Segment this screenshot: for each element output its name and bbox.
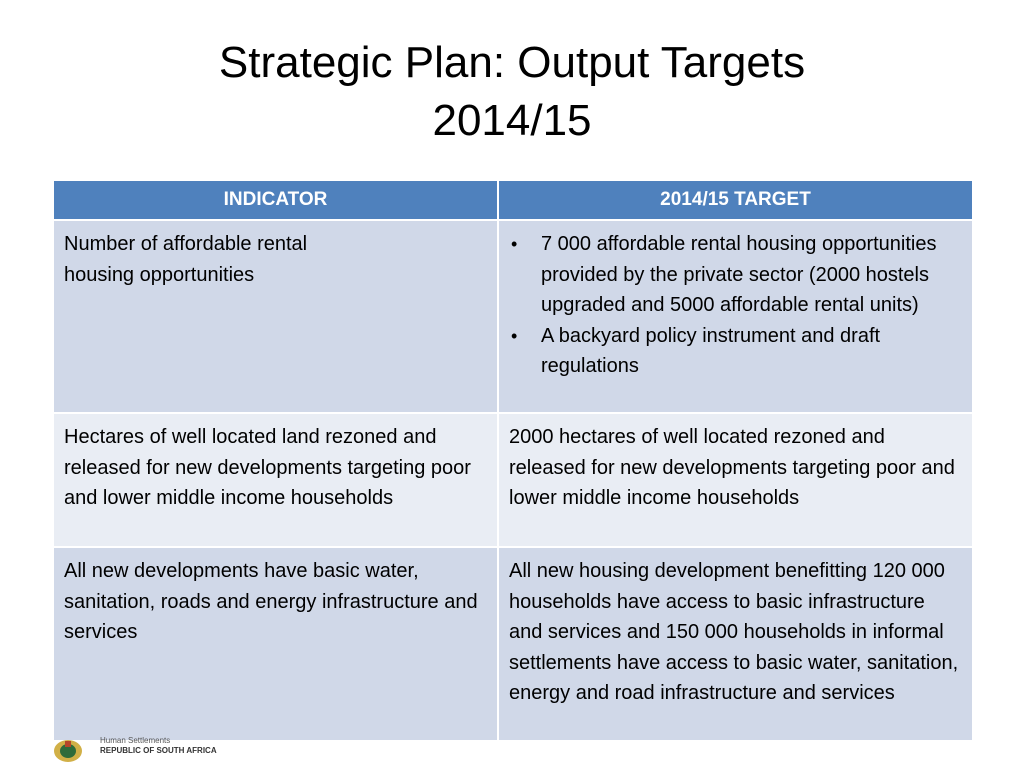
indicator-text: Number of affordable rental housing opportunities (64, 233, 308, 286)
target-bullet-item (509, 321, 962, 382)
table-row (53, 547, 973, 741)
target-cell (498, 220, 973, 413)
department-name: Human Settlements (100, 736, 171, 745)
slide-title-line-2: 2014/15 (432, 96, 592, 145)
target-cell: 2000 hectares of well located rezoned and released for new developments targeting poor and lower middle income households (498, 413, 973, 547)
target-bullet-list (509, 229, 962, 382)
department-logo (50, 736, 230, 764)
table-row (53, 220, 973, 413)
slide-title-line-1: Strategic Plan: Output Targets (218, 38, 806, 87)
header-target: 2014/15 TARGET (498, 180, 973, 220)
indicator-cell: Hectares of well located land rezoned and released for new developments targeting poor and lower middle income households (53, 413, 498, 547)
table-row (53, 413, 973, 547)
slide-title (0, 34, 1024, 150)
coat-of-arms-icon (50, 736, 86, 764)
target-bullet-text: 7 000 affordable rental housing opportunities provided by the private sector (2000 hostels upgraded and 5000 affordable rental units) (541, 233, 937, 316)
target-bullet-text: A backyard policy instrument and draft regulations (541, 324, 881, 377)
bullet-icon: • (511, 234, 518, 254)
indicator-cell (53, 220, 498, 413)
bullet-icon: • (511, 325, 518, 346)
country-name: REPUBLIC OF SOUTH AFRICA (100, 746, 217, 755)
output-targets-table (52, 179, 974, 742)
target-cell: All new housing development benefitting 120 000 households have access to basic infrastructure and services and 150 000 households in informal settlements have access to basic water, sanitation, energy and road infrastructure and services (498, 547, 973, 741)
target-bullet-item (509, 229, 962, 321)
indicator-cell: All new developments have basic water, sanitation, roads and energy infrastructure and services (53, 547, 498, 741)
output-targets-table-container (52, 179, 972, 742)
table-header-row (53, 180, 973, 220)
header-indicator: INDICATOR (53, 180, 498, 220)
